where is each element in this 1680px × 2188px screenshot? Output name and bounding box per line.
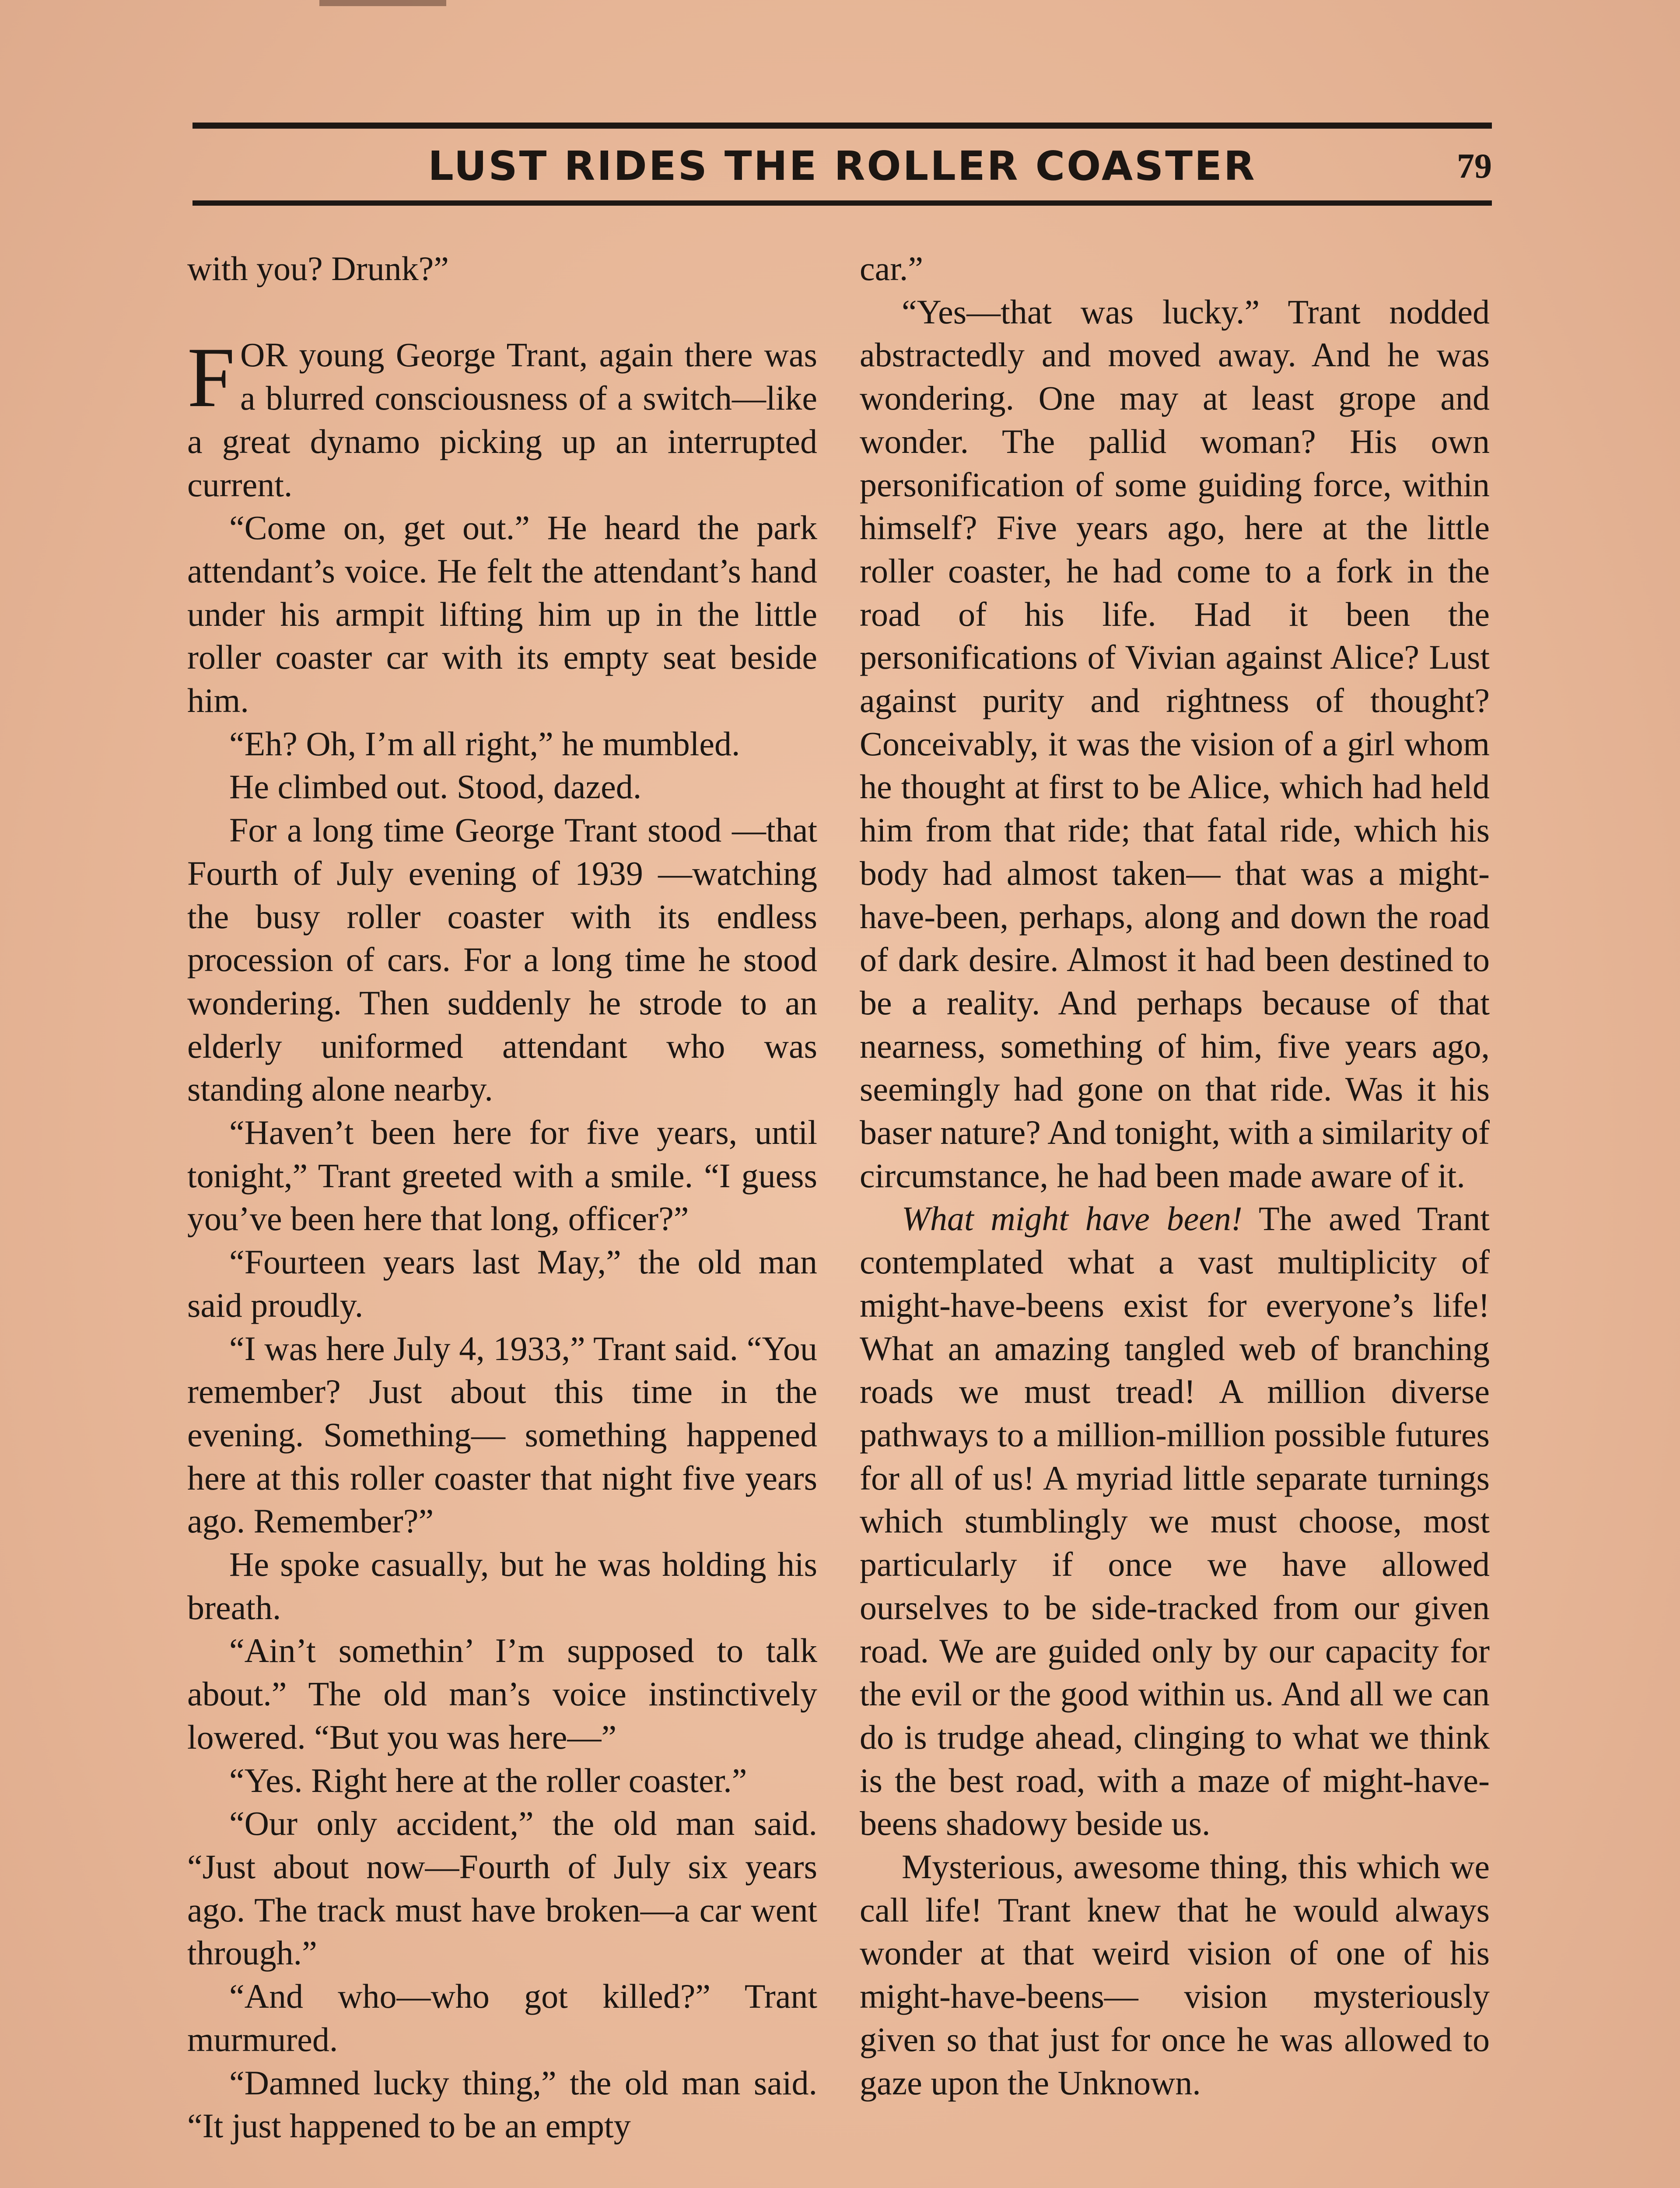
paragraph-with-dropcap [187,330,817,506]
paragraph: “Damned lucky thing,” the old man said. “It just happened to be an empty [187,2063,817,2145]
italic-phrase: What might have been! [902,1199,1242,1238]
paragraph: “Our only accident,” the old man said. “Just about now—Fourth of July six years ago. The track must have broken—a car went through.” [187,1804,817,1972]
left-column [187,247,817,2148]
paragraph: “Ain’t somethin’ I’m supposed to talk about.” The old man’s voice instinctively lowered. “But you was here—” [187,1631,817,1756]
paragraph-with-italic-lead [860,1197,1490,1845]
paragraph: “Yes. Right here at the roller coaster.” [229,1761,747,1799]
paragraph-text: OR young George Trant, again there was a blurred consciousness of a switch—like a great dynamo picking up an interrupted current. [187,336,817,504]
paragraph: For a long time George Trant stood —that Fourth of July evening of 1939 —watching the busy roller coaster with its endless procession of cars. For a long time he stood wondering. Then suddenly he strode to an elderly uniformed attendant who was standing alone nearby. [187,811,817,1108]
paragraph: “Haven’t been here for five years, until tonight,” Trant greeted with a smile. “I guess you’ve been here that long, officer?” [187,1113,817,1238]
top-edge-mark [319,0,446,6]
page-number: 79 [1457,147,1492,186]
header-rule-top [192,123,1492,129]
paragraph: with you? Drunk?” [187,249,449,288]
paragraph: car.” [860,249,924,288]
right-column [860,247,1490,2104]
paragraph: “Eh? Oh, I’m all right,” he mumbled. [229,724,740,763]
running-title: LUST RIDES THE ROLLER COASTER [428,143,1256,189]
paragraph: He spoke casually, but he was holding his breath. [187,1545,817,1627]
paragraph: “Fourteen years last May,” the old man said proudly. [187,1243,817,1324]
drop-cap: F [187,330,235,425]
paragraph: Mysterious, awesome thing, this which we call life! Trant knew that he would always wonder at that weird vision of one of his might-have-beens— vision mysteriously given so that just for once he was allowed to gaze upon the Unknown. [860,1848,1490,2102]
paragraph: “Yes—that was lucky.” Trant nodded abstractedly and moved away. And he was wondering. One may at least grope and wonder. The pallid woman? His own personification of some guiding force, within himself? Five years ago, here at the little roller coaster, he had come to a fork in the road of his life. Had it been the personifications of Vivian against Alice? Lust against purity and rightness of thought? Conceivably, it was the vision of a girl whom he thought at first to be Alice, which had held him from that ride; that fatal ride, which his body had almost taken— that was a might-have-been, perhaps, along and down the road of dark desire. Almost it had been destined to be a reality. And perhaps because of that nearness, something of him, five years ago, seemingly had gone on that ride. Was it his baser nature? And tonight, with a similarity of circumstance, he had been made aware of it. [860,292,1490,1195]
paragraph: “Come on, get out.” He heard the park attendant’s voice. He felt the attendant’s hand under his armpit lifting him up in the little roller coaster car with its empty seat beside him. [187,508,817,720]
header-rule-bottom [192,200,1492,206]
paragraph: He climbed out. Stood, dazed. [229,768,642,806]
paragraph: “I was here July 4, 1933,” Trant said. “You remember? Just about this time in the evening. Something— something happened here at this roller coaster that night five years ago. Remember?” [187,1329,817,1540]
paragraph-text: The awed Trant contemplated what a vast multiplicity of might-have-beens exist for everyone’s life! What an amazing tangled web of branching roads we must tread! A million diverse pathways to a million-million possible futures for all of us! A myriad little separate turnings which stumblingly we must choose, most particularly if once we have allowed ourselves to be side-tracked from our given road. We are guided only by our capacity for the evil or the good within us. And all we can do is trudge ahead, clinging to what we think is the best road, with a maze of might-havebeens shadowy beside us. [860,1199,1490,1843]
paragraph: “And who—who got killed?” Trant murmured. [187,1977,817,2058]
